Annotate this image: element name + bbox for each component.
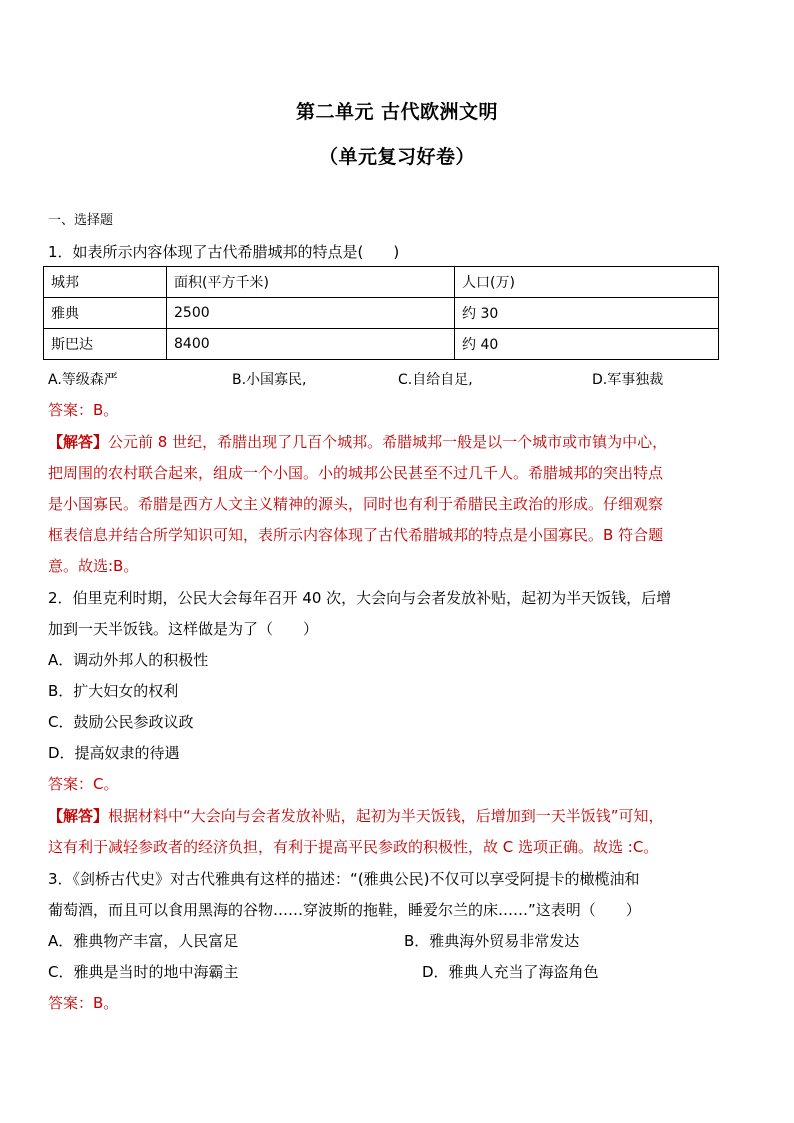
- q1-analysis-line: 框表信息并结合所学知识可知，表所示内容体现了古代希腊城邦的特点是小国寡民。B 符合题: [48, 526, 664, 544]
- page-subtitle: （单元复习好卷）: [318, 146, 475, 168]
- q2-analysis-line: 这有利于减轻参政者的经济负担，有利于提高平民参政的积极性，故 C 选项正确。故选 :C。: [48, 838, 659, 856]
- q1-option-b: B.小国寡民,: [232, 372, 307, 388]
- q2-analysis-text: 根据材料中“大会向与会者发放补贴，起初为半天饭钱，后增加到一天半饭钱”可知，: [108, 807, 664, 825]
- q2-option-a: A．调动外邦人的积极性: [48, 651, 209, 669]
- q1-stem: 1．如表所示内容体现了古代希腊城邦的特点是( ): [48, 243, 400, 261]
- q1-table: [43, 266, 719, 360]
- q1-analysis-line: 意。故选:B。: [48, 557, 139, 575]
- table-cell: 斯巴达: [44, 329, 167, 360]
- q1-option-a: A.等级森严: [48, 372, 118, 388]
- table-row: [44, 329, 719, 360]
- table-row: [44, 298, 719, 329]
- q2-analysis-line: [48, 806, 760, 826]
- q3-option-d: D．雅典人充当了海盗角色: [422, 963, 599, 981]
- q1-option-d: D.军事独裁: [592, 372, 664, 388]
- q1-analysis-tag: 【解答】: [48, 433, 109, 451]
- table-header-cell: 人口(万): [455, 267, 719, 298]
- table-cell: 雅典: [44, 298, 167, 329]
- q3-option-a: A．雅典物产丰富，人民富足: [48, 932, 239, 950]
- q3-option-c: C．雅典是当时的地中海霸主: [48, 963, 239, 981]
- q1-option-c: C.自给自足,: [398, 372, 473, 388]
- table-header-row: [44, 267, 719, 298]
- q2-option-b: B．扩大妇女的权利: [48, 682, 179, 700]
- q2-stem-line: 加到一天半饭钱。这样做是为了（ ）: [48, 620, 319, 638]
- section-heading: 一、选择题: [48, 213, 114, 228]
- q2-stem-line: 2．伯里克利时期，公民大会每年召开 40 次，大会向与会者发放补贴，起初为半天饭钱，后增: [48, 589, 672, 607]
- table-cell: 约 30: [455, 298, 719, 329]
- q1-analysis-text: 公元前 8 世纪，希腊出现了几百个城邦。希腊城邦一般是以一个城市或市镇为中心，: [108, 433, 668, 451]
- q3-stem-line: 葡萄酒，而且可以食用黑海的谷物……穿波斯的拖鞋，睡爱尔兰的床……”这表明（ ）: [48, 901, 641, 919]
- table-header-cell: 面积(平方千米): [167, 267, 455, 298]
- q1-analysis-line: [48, 432, 760, 452]
- page-title: 第二单元 古代欧洲文明: [295, 101, 499, 123]
- q3-option-b: B．雅典海外贸易非常发达: [404, 932, 580, 950]
- q1-answer: 答案：B。: [48, 401, 119, 419]
- table-cell: 约 40: [455, 329, 719, 360]
- q3-answer: 答案：B。: [48, 994, 119, 1012]
- q2-option-c: C．鼓励公民参政议政: [48, 713, 194, 731]
- q1-analysis-line: 是小国寡民。希腊是西方人文主义精神的源头，同时也有利于希腊民主政治的形成。仔细观察: [48, 495, 664, 513]
- q2-analysis-tag: 【解答】: [48, 807, 109, 825]
- q1-analysis-line: 把周围的农村联合起来，组成一个小国。小的城邦公民甚至不过几千人。希腊城邦的突出特点: [48, 464, 664, 482]
- q3-stem-line: 3．《剑桥古代史》对古代雅典有这样的描述：“(雅典公民)不仅可以享受阿提卡的橄榄油和: [48, 870, 640, 888]
- table-cell: 2500: [167, 298, 455, 329]
- q2-option-d: D．提高奴隶的待遇: [48, 744, 180, 762]
- q2-answer: 答案：C。: [48, 775, 119, 793]
- table-cell: 8400: [167, 329, 455, 360]
- table-header-cell: 城邦: [44, 267, 167, 298]
